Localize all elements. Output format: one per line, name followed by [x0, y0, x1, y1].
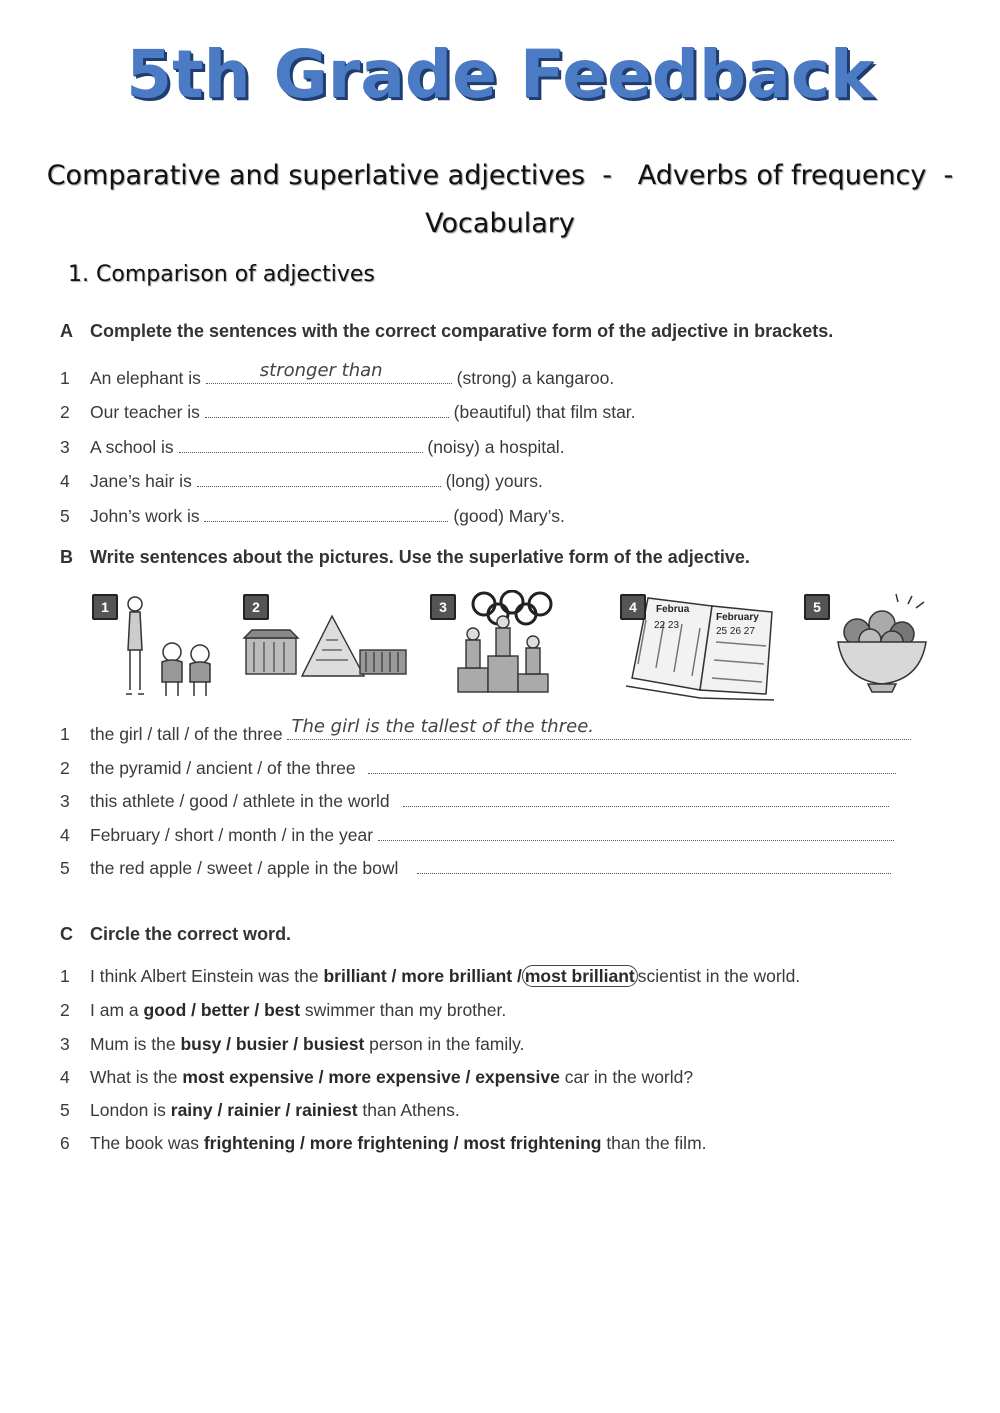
item-number: 2 [60, 402, 70, 422]
exercise-b-item [60, 716, 911, 745]
exercise-letter: A [60, 321, 73, 341]
option-word[interactable]: more frightening [309, 1133, 449, 1153]
item-text: swimmer than my brother. [300, 1000, 507, 1020]
exercise-a-item [60, 436, 565, 458]
item-number: 2 [60, 1000, 70, 1020]
item-text: A school is [90, 437, 174, 457]
answer-line[interactable] [287, 716, 911, 740]
picture-number-badge: 2 [243, 594, 269, 620]
option-word[interactable]: most expensive [182, 1067, 314, 1087]
item-text: Mum is the [90, 1034, 181, 1054]
picture-fruit-bowl [802, 590, 942, 705]
option-word[interactable]: more brilliant [401, 966, 513, 986]
answer-blank[interactable] [179, 436, 423, 453]
answer-line[interactable] [403, 792, 889, 807]
option-word[interactable]: expensive [475, 1067, 560, 1087]
exercise-a-item [60, 470, 543, 492]
calendar-dates-right: 25 26 27 [716, 626, 755, 637]
exercise-a-heading [60, 321, 833, 342]
answer-line[interactable] [417, 859, 891, 874]
subtitle-line-1: Comparative and superlative adjectives - Adverbs of frequency - [46, 160, 954, 191]
picture-number-badge: 3 [430, 594, 456, 620]
exercise-c-item: 6 The book was frightening / more frightening / most frightening than the film. [60, 1133, 707, 1153]
handwritten-answer: The girl is the tallest of the three. [291, 716, 594, 737]
exercise-letter: C [60, 924, 73, 944]
page-title: 5th Grade Feedback [126, 36, 874, 113]
answer-blank[interactable] [206, 360, 452, 384]
item-text: (good) Mary’s. [453, 506, 565, 526]
calendar-month-right: February [716, 612, 759, 623]
option-word[interactable]: more expensive [328, 1067, 461, 1087]
option-word[interactable]: better [200, 1000, 250, 1020]
option-word[interactable]: rainy [170, 1100, 213, 1120]
item-number: 5 [60, 506, 70, 526]
option-word[interactable]: busy [180, 1034, 222, 1054]
item-text: car in the world? [559, 1067, 694, 1087]
option-word[interactable]: rainier [227, 1100, 281, 1120]
exercise-b-item [60, 858, 891, 879]
option-word[interactable]: good [143, 1000, 187, 1020]
item-number: 4 [60, 1067, 70, 1087]
item-text: The book was [90, 1133, 204, 1153]
item-text: (beautiful) that film star. [453, 402, 636, 422]
option-word[interactable]: busier [235, 1034, 289, 1054]
item-text: I think Albert Einstein was the [90, 966, 324, 986]
exercise-letter: B [60, 547, 73, 567]
item-prompt: this athlete / good / athlete in the world [90, 791, 390, 811]
section-label: Comparison of adjectives [96, 262, 375, 287]
item-number: 3 [60, 437, 70, 457]
item-prompt: the red apple / sweet / apple in the bowl [90, 858, 399, 878]
subtitle [0, 152, 1000, 248]
exercise-b-item [60, 758, 896, 779]
answer-line[interactable] [378, 826, 894, 841]
handwritten-answer: stronger than [259, 360, 383, 381]
picture-girl-and-boys [90, 590, 220, 705]
item-text: than Athens. [357, 1100, 460, 1120]
item-number: 5 [60, 858, 70, 878]
item-number: 1 [60, 724, 70, 744]
item-prompt: the pyramid / ancient / of the three [90, 758, 356, 778]
item-number: 2 [60, 758, 70, 778]
picture-calendar [620, 590, 780, 705]
exercise-c-item: 3 Mum is the busy / busier / busiest person in the family. [60, 1034, 525, 1054]
item-text: Our teacher is [90, 402, 200, 422]
calendar-month-left: Februa [656, 604, 690, 615]
item-text: Jane’s hair is [90, 471, 192, 491]
exercise-instruction: Circle the correct word. [90, 924, 292, 944]
item-text: (strong) a kangaroo. [456, 368, 615, 388]
option-word-circled[interactable]: most brilliant [522, 965, 638, 987]
item-number: 5 [60, 1100, 70, 1120]
item-prompt: February / short / month / in the year [90, 825, 374, 845]
option-word[interactable]: rainiest [295, 1100, 358, 1120]
option-word[interactable]: most frightening [463, 1133, 602, 1153]
calendar-dates-left: 22 23 [654, 620, 680, 631]
exercise-a-item [60, 360, 615, 389]
answer-line[interactable] [368, 759, 896, 774]
picture-athletes-podium [428, 590, 568, 705]
answer-blank[interactable] [204, 505, 448, 522]
exercise-c-item: 4 What is the most expensive / more expensive / expensive car in the world? [60, 1067, 694, 1087]
option-word[interactable]: brilliant [323, 966, 387, 986]
picture-ancient-buildings [240, 590, 410, 705]
item-number: 1 [60, 368, 70, 388]
item-text: (long) yours. [445, 471, 543, 491]
item-number: 1 [60, 966, 70, 986]
exercise-b-item [60, 791, 889, 812]
exercise-a-item [60, 401, 636, 423]
item-text: An elephant is [90, 368, 201, 388]
option-word[interactable]: busiest [303, 1034, 365, 1054]
answer-blank[interactable] [205, 401, 449, 418]
answer-blank[interactable] [197, 470, 441, 487]
exercise-instruction: Complete the sentences with the correct comparative form of the adjective in brackets. [90, 321, 834, 341]
picture-number-badge: 1 [92, 594, 118, 620]
picture-number-badge: 5 [804, 594, 830, 620]
exercise-instruction: Write sentences about the pictures. Use the superlative form of the adjective. [90, 547, 750, 567]
exercise-c-heading [60, 924, 291, 945]
exercise-b-heading [60, 547, 750, 568]
exercise-b-item [60, 825, 894, 846]
item-text: person in the family. [364, 1034, 525, 1054]
item-number: 3 [60, 1034, 70, 1054]
item-text: (noisy) a hospital. [427, 437, 565, 457]
section-number: 1. [68, 262, 89, 287]
item-text: London is [90, 1100, 171, 1120]
item-number: 4 [60, 825, 70, 845]
exercise-c-item: 2 I am a good / better / best swimmer than my brother. [60, 1000, 507, 1020]
item-number: 3 [60, 791, 70, 811]
item-number: 6 [60, 1133, 70, 1153]
option-word[interactable]: best [264, 1000, 301, 1020]
item-text: I am a [90, 1000, 144, 1020]
item-prompt: the girl / tall / of the three [90, 724, 283, 744]
exercise-c-item: 5 London is rainy / rainier / rainiest than Athens. [60, 1100, 460, 1120]
item-text: John’s work is [90, 506, 200, 526]
section-heading [68, 262, 375, 287]
exercise-a-item [60, 505, 565, 527]
item-number: 4 [60, 471, 70, 491]
item-text: What is the [90, 1067, 183, 1087]
subtitle-line-2: Vocabulary [425, 208, 575, 239]
picture-number-badge: 4 [620, 594, 646, 620]
exercise-c-item: 1 I think Albert Einstein was the brilliant / more brilliant / most brilliant scientist in the world. [60, 966, 801, 986]
option-word[interactable]: frightening [203, 1133, 296, 1153]
item-text: than the film. [601, 1133, 707, 1153]
item-text: scientist in the world. [637, 966, 801, 986]
